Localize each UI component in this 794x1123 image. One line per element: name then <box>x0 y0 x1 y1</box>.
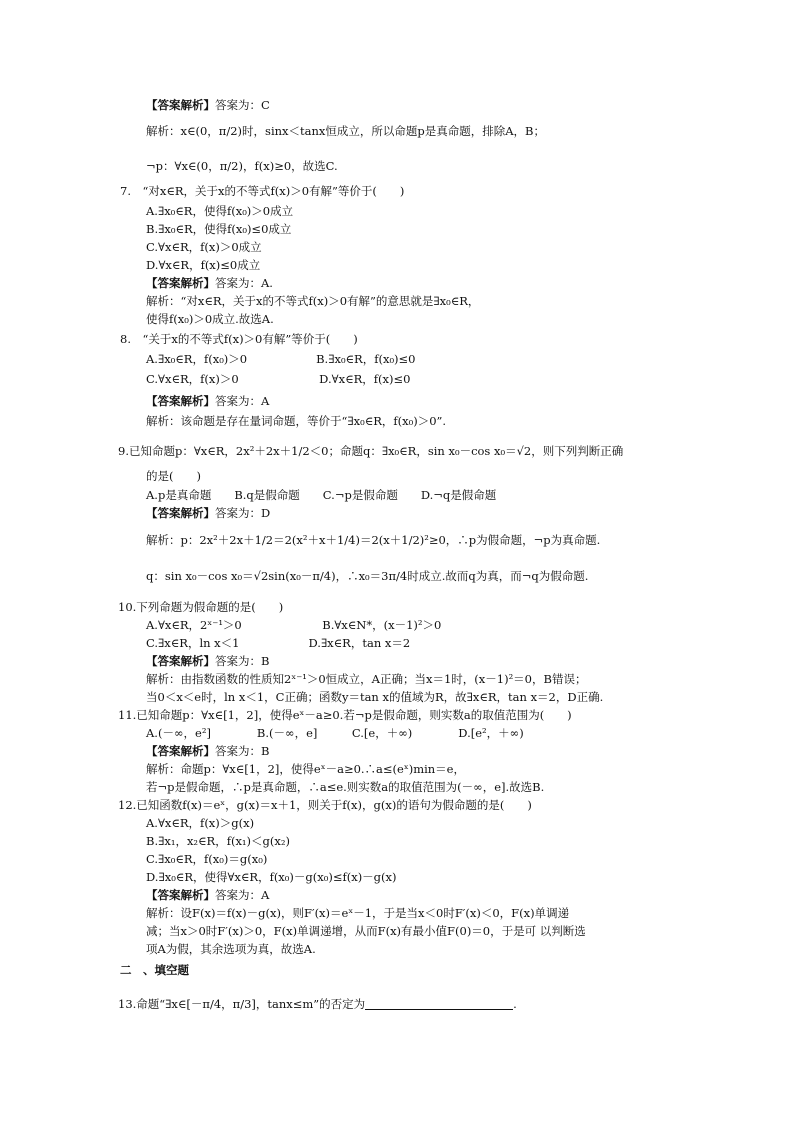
text-line: C.∀x∈R，f(x)＞0 D.∀x∈R，f(x)≤0 <box>146 372 411 386</box>
text-line: A.p是真命题 B.q是假命题 C.¬p是假命题 D.¬q是假命题 <box>146 488 497 502</box>
text-line: 减；当x＞0时F′(x)＞0，F(x)单调递增，从而F(x)有最小值F(0)＝0，于是可 以判断选 <box>146 924 586 938</box>
answer-label: 【答案解析】 <box>146 276 215 290</box>
text-line: 解析：命题p：∀x∈[1，2]，使得eˣ－a≥0.∴a≤(eˣ)min＝e， <box>146 762 465 776</box>
text-line: 的是( ) <box>146 469 201 483</box>
answer-text: 答案为：A <box>215 394 270 408</box>
text-line: 项A为假，其余选项为真，故选A. <box>146 942 316 956</box>
answer-label: 【答案解析】 <box>146 744 215 758</box>
answer-label: 【答案解析】 <box>146 394 215 408</box>
answer-text: 答案为：D <box>215 506 271 520</box>
text-line: A.∃x₀∈R，f(x₀)＞0 B.∃x₀∈R，f(x₀)≤0 <box>146 352 416 366</box>
text-line <box>146 393 269 409</box>
text-line: 11.已知命题p：∀x∈[1，2]，使得eˣ－a≥0.若¬p是假命题，则实数a的取值范围为( ) <box>118 708 572 722</box>
answer-label: 【答案解析】 <box>146 654 215 668</box>
text-line <box>146 887 269 903</box>
text-line: C.∀x∈R，f(x)＞0成立 <box>146 240 262 254</box>
text-line <box>146 275 273 291</box>
text-line <box>146 97 270 113</box>
text-line: B.∃x₀∈R，使得f(x₀)≤0成立 <box>146 222 292 236</box>
text-line <box>146 505 270 521</box>
answer-label: 【答案解析】 <box>146 98 215 112</box>
answer-text: 答案为：A. <box>215 276 273 290</box>
answer-text: 答案为：C <box>215 98 270 112</box>
text-line: 8. “关于x的不等式f(x)＞0有解”等价于( ) <box>120 332 358 346</box>
answer-text: 答案为：B <box>215 744 270 758</box>
text-line: 解析：x∈(0，π/2)时，sinx＜tanx恒成立，所以命题p是真命题，排除A，B； <box>146 124 545 138</box>
answer-text: 答案为：B <box>215 654 270 668</box>
text-line: 二 、填空题 <box>120 963 189 977</box>
text-line <box>146 653 269 669</box>
text-line: D.∀x∈R，f(x)≤0成立 <box>146 258 261 272</box>
text-line: 解析：“对x∈R，关于x的不等式f(x)＞0有解”的意思就是∃x₀∈R， <box>146 294 480 308</box>
sentence-end: . <box>513 997 517 1011</box>
text-line: A.∃x₀∈R，使得f(x₀)＞0成立 <box>146 204 294 218</box>
answer-blank[interactable] <box>365 997 513 1010</box>
text-line: A.(－∞，e²] B.(－∞，e] C.[e，＋∞) D.[e²，＋∞) <box>146 726 524 740</box>
text-line: 12.已知函数f(x)＝eˣ，g(x)＝x＋1，则关于f(x)，g(x)的语句为假命题的是( ) <box>118 798 532 812</box>
text-line: A.∀x∈R，f(x)＞g(x) <box>146 816 255 830</box>
answer-label: 【答案解析】 <box>146 506 215 520</box>
text-line: 解析：该命题是存在量词命题，等价于“∃x₀∈R，f(x₀)＞0”. <box>146 414 447 428</box>
text-line: D.∃x₀∈R，使得∀x∈R，f(x₀)－g(x₀)≤f(x)－g(x) <box>146 870 397 884</box>
text-line: 13.命题“∃x∈[－π/4，π/3]，tanx≤m”的否定为 . <box>118 997 517 1011</box>
text-line: 7. “对x∈R，关于x的不等式f(x)＞0有解”等价于( ) <box>120 184 405 198</box>
text-line <box>146 743 269 759</box>
text-line: 解析：p：2x²＋2x＋1/2＝2(x²＋x＋1/4)＝2(x＋1/2)²≥0，∴p为假命题，¬p为真命题. <box>146 533 601 547</box>
text-line: B.∃x₁，x₂∈R，f(x₁)＜g(x₂) <box>146 834 290 848</box>
text-line: 当0＜x＜e时，ln x＜1，C正确；函数y＝tan x的值域为R，故∃x∈R，tan x＝2，D正确. <box>146 690 604 704</box>
text-line: 解析：设F(x)＝f(x)－g(x)，则F′(x)＝eˣ－1，于是当x＜0时F′(x)＜0，F(x)单调递 <box>146 906 570 920</box>
text-line: 若¬p是假命题，∴p是真命题，∴a≤e.则实数a的取值范围为(－∞，e].故选B. <box>146 780 545 794</box>
text-line: C.∃x₀∈R，f(x₀)＝g(x₀) <box>146 852 268 866</box>
text-line: C.∃x∈R，ln x＜1 D.∃x∈R，tan x＝2 <box>146 636 411 650</box>
text-line: 解析：由指数函数的性质知2ˣ⁻¹＞0恒成立，A正确；当x＝1时，(x－1)²＝0，B错误； <box>146 672 587 686</box>
text-line: q：sin x₀－cos x₀＝√2sin(x₀－π/4)，∴x₀＝3π/4时成立.故而q为真，而¬q为假命题. <box>146 569 589 583</box>
text-line: A.∀x∈R，2ˣ⁻¹＞0 B.∀x∈N*，(x－1)²＞0 <box>146 618 442 632</box>
answer-text: 答案为：A <box>215 888 270 902</box>
text-line: 使得f(x₀)＞0成立.故选A. <box>146 312 274 326</box>
text-line: ¬p：∀x∈(0，π/2)，f(x)≥0，故选C. <box>146 159 338 173</box>
answer-label: 【答案解析】 <box>146 888 215 902</box>
text-line: 10.下列命题为假命题的是( ) <box>118 600 284 614</box>
text-line: 9.已知命题p：∀x∈R，2x²＋2x＋1/2＜0；命题q：∃x₀∈R，sin x₀－cos x₀＝√2，则下列判断正确 <box>118 444 624 458</box>
